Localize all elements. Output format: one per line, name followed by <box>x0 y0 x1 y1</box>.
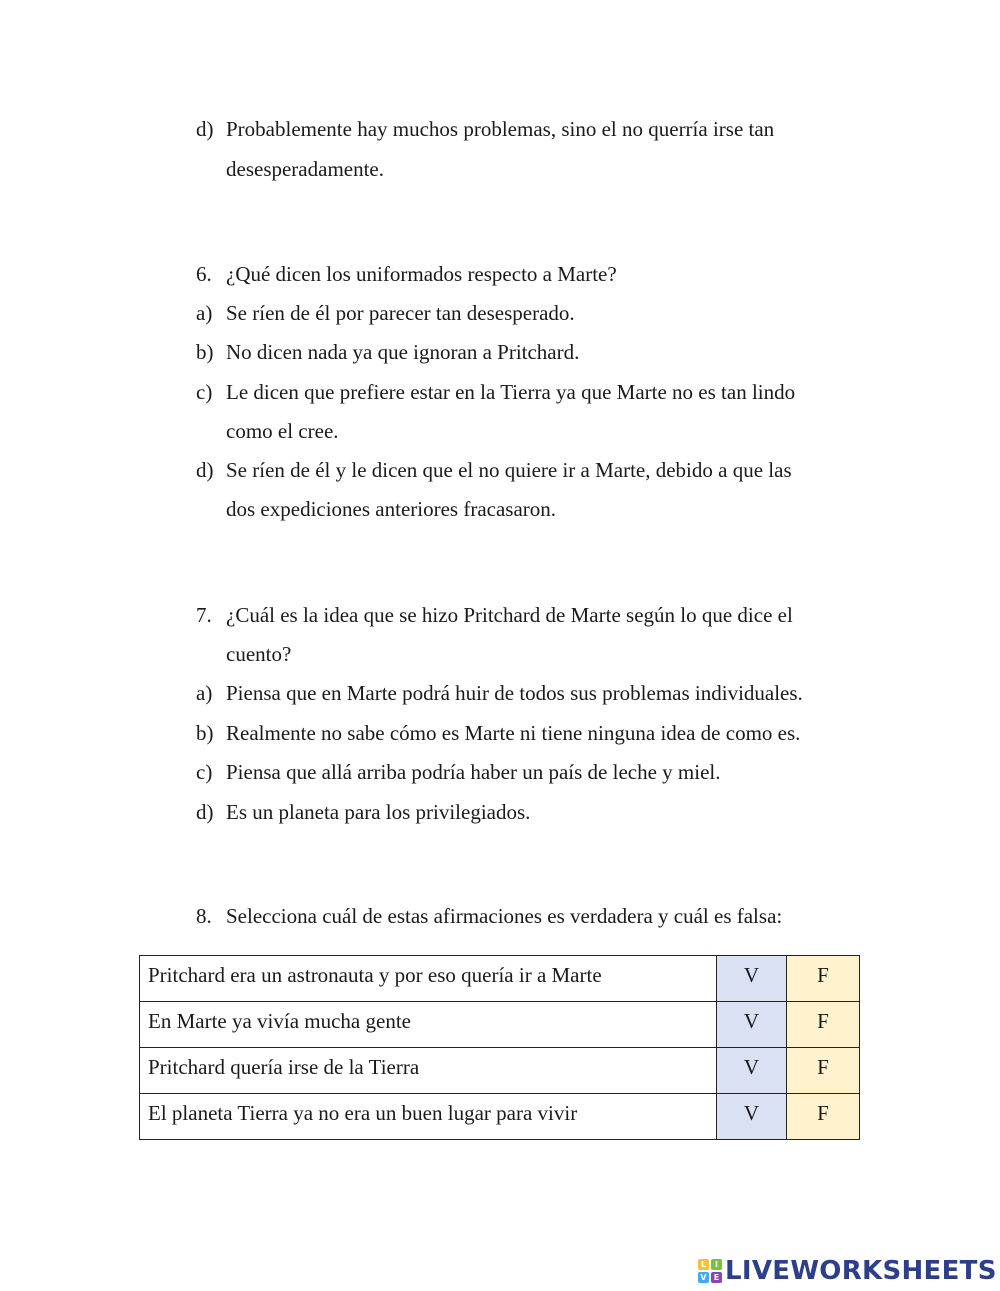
q8-question <box>196 906 782 927</box>
option-marker: b) <box>196 721 214 745</box>
question-number: 8. <box>196 904 212 928</box>
option-text: Es un planeta para los privilegiados. <box>226 800 531 824</box>
table-row <box>140 956 860 1002</box>
q5-option-d-cont: desesperadamente. <box>226 157 385 181</box>
question-text: ¿Qué dicen los uniformados respecto a Marte? <box>226 262 617 286</box>
q5-option-d <box>196 119 774 140</box>
logo-block: E <box>711 1272 722 1283</box>
logo-block: I <box>711 1259 722 1270</box>
q6-option-d <box>196 460 792 481</box>
table-row <box>140 1002 860 1048</box>
option-marker: d) <box>196 800 214 824</box>
question-number: 6. <box>196 262 212 286</box>
option-marker: a) <box>196 301 213 325</box>
q6-option-c-cont: como el cree. <box>226 419 339 443</box>
option-marker: b) <box>196 340 214 364</box>
option-text: Piensa que en Marte podrá huir de todos sus problemas individuales. <box>226 681 803 705</box>
q7-option-c <box>196 762 720 783</box>
q6-option-c <box>196 382 795 403</box>
option-marker: c) <box>196 760 213 784</box>
false-option[interactable]: F <box>787 1002 860 1048</box>
false-option[interactable]: F <box>787 1094 860 1140</box>
option-text: Piensa que allá arriba podría haber un país de leche y miel. <box>226 760 721 784</box>
option-marker: d) <box>196 458 214 482</box>
option-text: Realmente no sabe cómo es Marte ni tiene ninguna idea de como es. <box>226 721 801 745</box>
q7-option-a <box>196 683 803 704</box>
true-option[interactable]: V <box>717 1094 787 1140</box>
true-option[interactable]: V <box>717 1002 787 1048</box>
option-marker: c) <box>196 380 213 404</box>
option-marker: a) <box>196 681 213 705</box>
liveworksheets-logo <box>698 1256 997 1286</box>
q7-question <box>196 605 793 626</box>
table-row <box>140 1048 860 1094</box>
false-option[interactable]: F <box>787 1048 860 1094</box>
logo-block: V <box>698 1272 709 1283</box>
table-row <box>140 1094 860 1140</box>
option-text: Se ríen de él por parecer tan desesperado. <box>226 301 575 325</box>
q6-option-a <box>196 303 575 324</box>
logo-block: L <box>698 1259 709 1270</box>
option-text: No dicen nada ya que ignoran a Pritchard. <box>226 340 580 364</box>
true-option[interactable]: V <box>717 1048 787 1094</box>
statement-cell: En Marte ya vivía mucha gente <box>140 1002 717 1048</box>
q6-option-b <box>196 342 579 363</box>
question-text: Selecciona cuál de estas afirmaciones es verdadera y cuál es falsa: <box>226 904 783 928</box>
q7-question-cont: cuento? <box>226 642 292 666</box>
question-number: 7. <box>196 603 212 627</box>
option-text: Probablemente hay muchos problemas, sino el no querría irse tan <box>226 117 775 141</box>
false-option[interactable]: F <box>787 956 860 1002</box>
option-text: Se ríen de él y le dicen que el no quiere ir a Marte, debido a que las <box>226 458 792 482</box>
statement-cell: Pritchard quería irse de la Tierra <box>140 1048 717 1094</box>
option-text: Le dicen que prefiere estar en la Tierra ya que Marte no es tan lindo <box>226 380 796 404</box>
logo-text: LIVEWORKSHEETS <box>725 1256 997 1286</box>
logo-blocks-icon <box>698 1259 722 1283</box>
statement-cell: Pritchard era un astronauta y por eso quería ir a Marte <box>140 956 717 1002</box>
q7-option-b <box>196 723 800 744</box>
statement-cell: El planeta Tierra ya no era un buen lugar para vivir <box>140 1094 717 1140</box>
q6-question <box>196 264 617 285</box>
true-false-table <box>139 955 860 1140</box>
q7-option-d <box>196 802 530 823</box>
q6-option-d-cont: dos expediciones anteriores fracasaron. <box>226 497 557 521</box>
option-marker: d) <box>196 117 214 141</box>
question-text: ¿Cuál es la idea que se hizo Pritchard de Marte según lo que dice el <box>226 603 793 627</box>
true-option[interactable]: V <box>717 956 787 1002</box>
